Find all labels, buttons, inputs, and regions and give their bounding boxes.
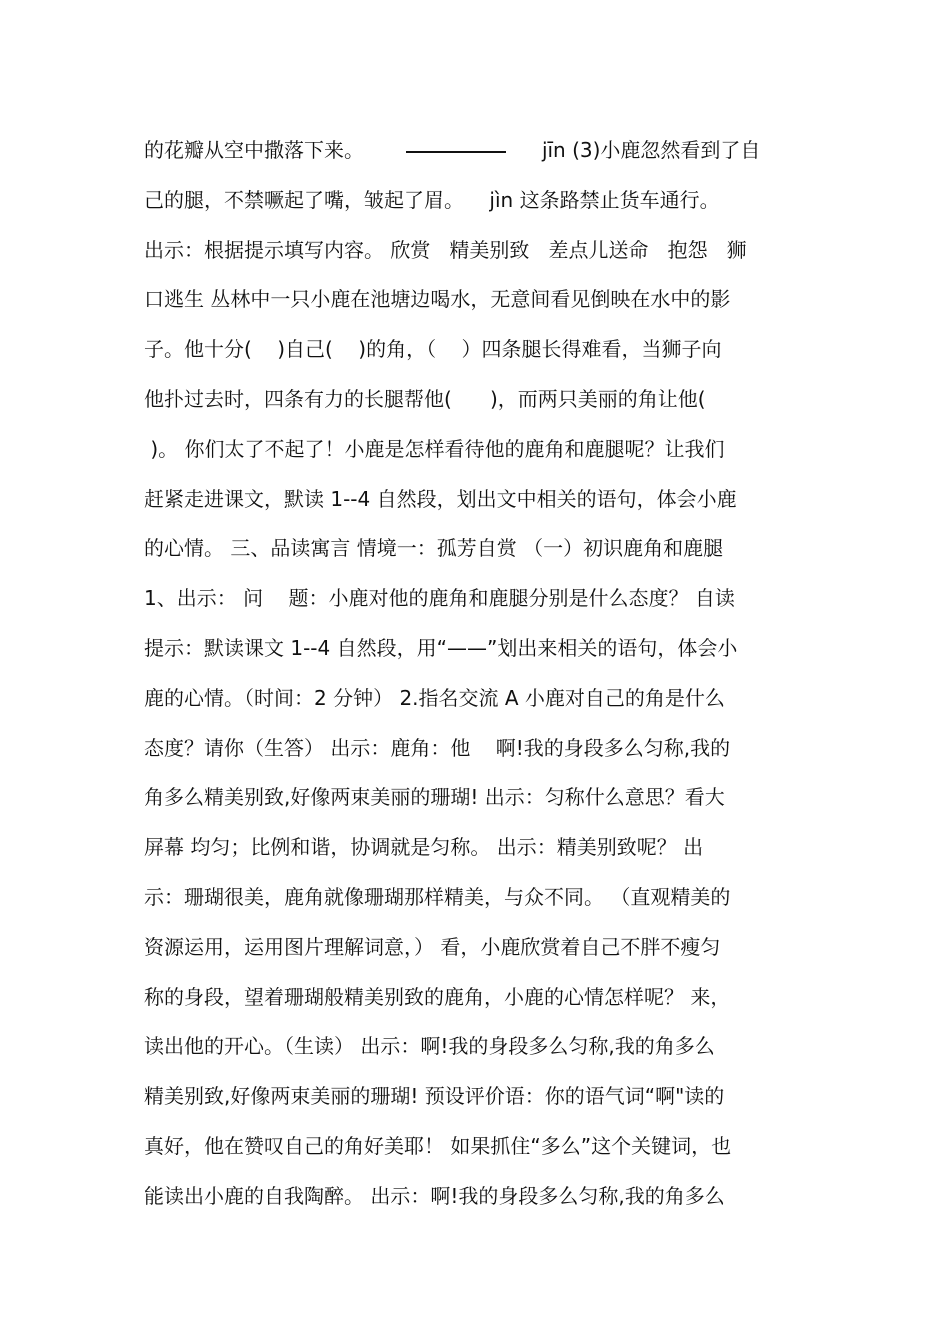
text-line: 口逃生 丛林中一只小鹿在池塘边喝水，无意间看见倒映在水中的影 [144,287,731,312]
text-line: 屏幕 均匀；比例和谐，协调就是匀称。 出示：精美别致呢？ 出 [144,835,704,860]
text-line: 真好，他在赞叹自己的角好美耶！ 如果抓住“多么”这个关键词，也 [144,1133,732,1158]
text-line: 鹿的心情。（时间：2 分钟） 2.指名交流 A 小鹿对自己的角是什么 [144,685,725,710]
text-line: 能读出小鹿的自我陶醉。 出示：啊!我的身段多么匀称,我的角多么 [144,1183,725,1208]
text-line: 1、出示： 问 题：小鹿对他的鹿角和鹿腿分别是什么态度？ 自读 [144,586,735,611]
text-line: 读出他的开心。（生读） 出示：啊!我的身段多么匀称,我的角多么 [144,1034,715,1059]
text-segment: 的花瓣从空中撒落下来。 [144,138,403,162]
body-text [144,126,814,1222]
text-line: 态度？请你（生答） 出示：鹿角：他 啊!我的身段多么匀称,我的 [144,735,731,760]
text-line: 出示：根据提示填写内容。 欣赏 精美别致 差点儿送命 抱怨 狮 [144,237,747,262]
text-line: 资源运用，运用图片理解词意，） 看，小鹿欣赏着自己不胖不瘦匀 [144,934,721,959]
text-line: 角多么精美别致,好像两束美丽的珊瑚! 出示：匀称什么意思？看大 [144,785,725,810]
text-line: 精美别致,好像两束美丽的珊瑚! 预设评价语：你的语气词“啊"读的 [144,1084,725,1109]
fill-in-blank [406,129,506,153]
text-line: 提示：默读课文 1--4 自然段，用“——”划出来相关的语句，体会小 [144,635,738,660]
text-line: 他扑过去时，四条有力的长腿帮他( )，而两只美丽的角让他( [144,386,706,411]
text-line: 示：珊瑚很美，鹿角就像珊瑚那样精美，与众不同。 （直观精美的 [144,884,731,909]
text-line: )。 你们太了不起了！小鹿是怎样看待他的鹿角和鹿腿呢？让我们 [144,436,725,461]
text-line: 称的身段，望着珊瑚般精美别致的鹿角，小鹿的心情怎样呢？ 来， [144,984,731,1009]
text-line [144,126,814,176]
text-line: 赶紧走进课文，默读 1--4 自然段，划出文中相关的语句，体会小鹿 [144,486,737,511]
text-segment: jīn (3)小鹿忽然看到了自 [510,138,761,162]
text-line: 己的腿，不禁噘起了嘴，皱起了眉。 jìn 这条路禁止货车通行。 [144,187,720,212]
text-line: 的心情。 三、品读寓言 情境一：孤芳自赏 （一）初识鹿角和鹿腿 [144,536,724,561]
text-line: 子。他十分( )自己( )的角，（ ）四条腿长得难看，当狮子向 [144,337,722,362]
